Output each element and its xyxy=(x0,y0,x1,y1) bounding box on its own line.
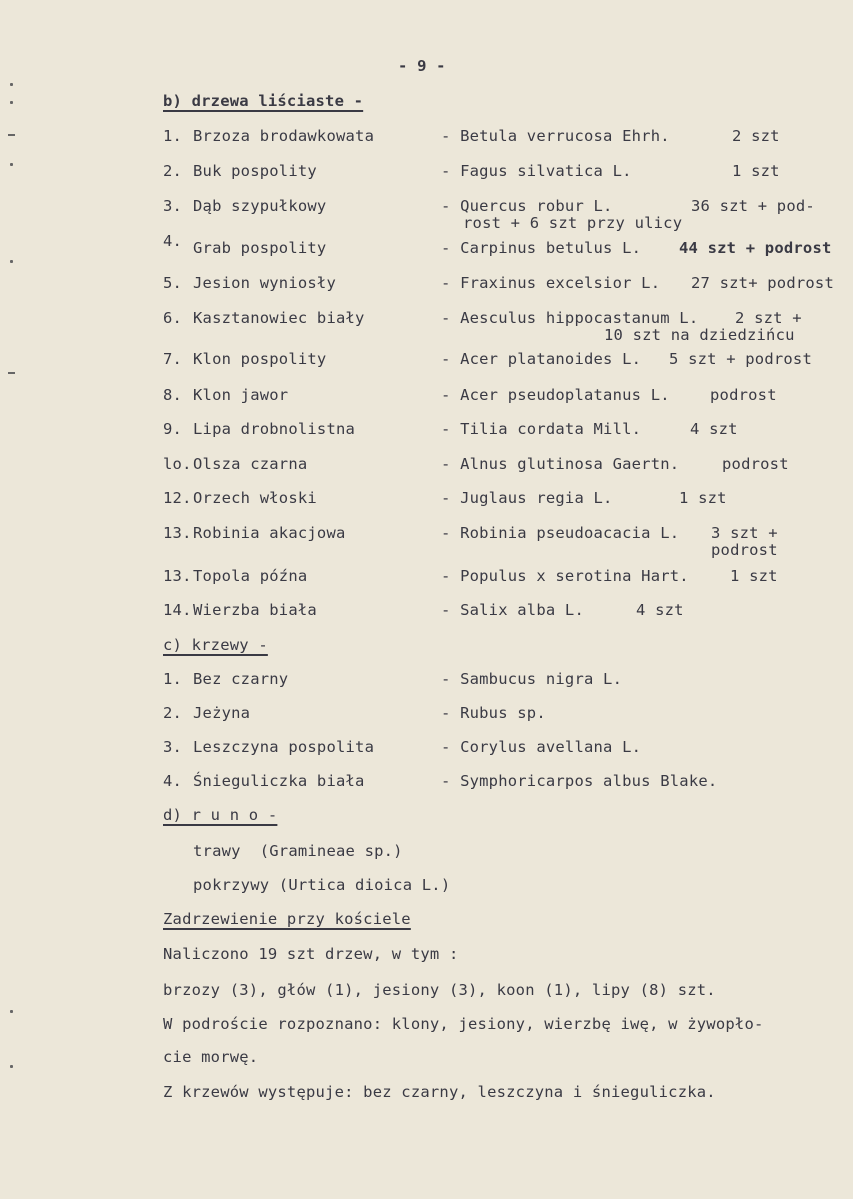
margin-dot xyxy=(10,83,13,86)
paragraph-line: W podroście rozpoznano: klony, jesiony, wierzbę iwę, w żywopło- xyxy=(163,1015,764,1033)
section-b-heading: b) drzewa liściaste - xyxy=(163,92,364,110)
section-d-heading: d) r u n o - xyxy=(163,806,278,824)
margin-dot xyxy=(10,1010,13,1013)
paragraph-line: cie morwę. xyxy=(163,1048,259,1066)
margin-dash xyxy=(8,372,15,374)
runo-line: pokrzywy (Urtica dioica L.) xyxy=(193,876,451,894)
paragraph-line: Z krzewów występuje: bez czarny, leszczyna i śnieguliczka. xyxy=(163,1083,716,1101)
margin-dash xyxy=(8,134,15,136)
church-heading: Zadrzewienie przy kościele xyxy=(163,910,411,928)
margin-dot xyxy=(10,260,13,263)
paragraph-line: brzozy (3), głów (1), jesiony (3), koon (1), lipy (8) szt. xyxy=(163,981,716,999)
paragraph-line: Naliczono 19 szt drzew, w tym : xyxy=(163,945,459,963)
margin-dot xyxy=(10,1065,13,1068)
margin-dot xyxy=(10,163,13,166)
page-number: - 9 - xyxy=(398,57,446,75)
document-page: - 9 - b) drzewa liściaste - 1. Brzoza brodawkowata - Betula verrucosa Ehrh. 2 szt 2. Buk pospolity - Fagus silvatica L. 1 szt 3. Dąb szypułkowy - Quercus robur L. 36 szt + pod- rost + 6 szt przy ulicy 4. Grab pospolity - Carpinus betulus L. 44 szt + podrost 5. Jesion wyniosły - Fraxinus excelsior L. 27 szt+ podrost 6. Kasztanowiec biały - Aesculus hippocastanum L. 2 szt + 10 szt na dziedzińcu 7. Klon pospolity - Acer platanoides L. 5 szt + podrost 8. Klon jawor - Acer pseudoplatanus L. podrost 9. Lipa drobnolistna - Tilia cordata Mill. 4 szt lo. Olsza czarna - Alnus glutinosa Gaertn. podrost 12. Orzech włoski - Juglaus regia L. 1 szt 13. Robinia akacjowa - Robinia pseudoacacia L. 3 szt + podrost 13. Topola późna - Populus x serotina Hart. 1 szt 14. Wierzba biała - Salix alba L. 4 szt c) krzewy - 1. Bez czarny - Sambucus nigra L. 2. Jeżyna - Rubus sp. 3. Leszczyna pospolita - Corylus avellana L. 4. Śnieguliczka biała - Symphoricarpos albus Blake. d) r u n o - trawy (Gramineae sp.) pokrzywy (Urtica dioica L.) Zadrzewienie przy kościele Naliczono 19 szt drzew, w tym : brzozy (3), głów (1), jesiony (3), koon (1), lipy (8) szt. W podroście rozpoznano: klony, jesiony, wierzbę iwę, w żywopło- cie morwę. Z krzewów występuje: bez czarny, leszczyna i śnieguliczka. xyxy=(0,0,853,1199)
section-c-heading: c) krzewy - xyxy=(163,636,268,654)
margin-dot xyxy=(10,101,13,104)
runo-line: trawy (Gramineae sp.) xyxy=(193,842,403,860)
